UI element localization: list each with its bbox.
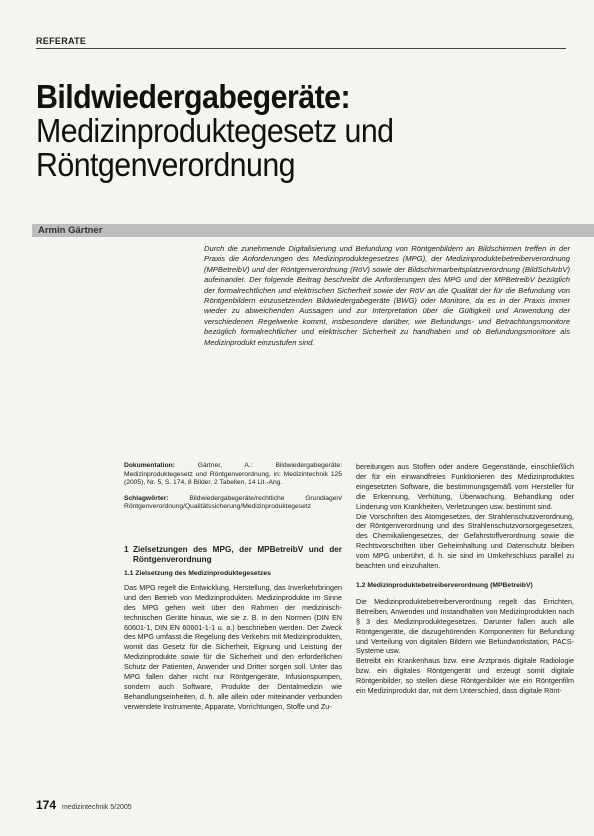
section-kicker: REFERATE [36,36,87,46]
keywords [124,495,342,512]
section-1-2-text: Die Medizinproduktebetreiberverordnung regelt das Errichten, Betreiben, Anwenden und Instandhalten von Medizinprodukten nach § 3 des Medizinproduktegesetzes. Darunter fallen auch alle Röntgengeräte, die dazugehörenden Komponenten für Befundung und Verteilung von digitalen Bildern wie Befundworkstation, PACS-Systeme usw. [356,596,574,656]
author-band [32,224,594,237]
kicker-rule [36,48,566,49]
article-title [36,80,576,182]
citation-label: Dokumentation: [124,462,175,469]
citation [124,462,342,488]
right-column [356,462,574,696]
page-footer [36,798,132,812]
citation-text: Gärtner, A.: Bildwiedergabegeräte: Medizinproduktegesetz und Röntgenverordnung, in: Medizintechnik 125 (2005), Nr. 5, S. 174, 8 Bilder, 2 Tabellen, 14 Lit.-Ang. [124,462,342,487]
right-paragraph-1: bereitungen aus Stoffen oder andere Gegenstände, einschließlich der für ein einwandfreies Funktionieren des Medizinproduktes eingesetzten Software, die bestimmungsgemäß vom Hersteller für die Erkennung, Verhütung, Überwachung, Behandlung oder Linderung von Krankheiten, Verletzungen usw. bestimmt sind. [356,462,574,511]
section-1-1-heading: 1.1 Zielsetzung des Medizinproduktegesetzes [124,569,271,577]
section-1-title: Zielsetzungen des MPG, der MPBetreibV und der Röntgenverordnung [133,544,342,564]
left-column [124,462,342,712]
section-1-number: 1 [124,544,129,554]
page-number: 174 [36,798,57,812]
section-1-heading [124,545,342,565]
keywords-label: Schlagwörter: [124,494,169,502]
section-1-1-text: Das MPG regelt die Entwicklung, Herstellung, das Inverkehrbringen und den Betrieb von Medizinprodukten. Medizinprodukte im Sinne des MPG gehen weit über den Rahmen der medizinisch-technischen Geräte hinaus, wie sie z. B. in den Normen (DIN EN 60601-1, DIN EN 60601-1-1 u. a.) beschrieben werden. Der Zweck des MPG umfasst die Regelung des Verkehrs mit Medizinprodukten, womit das Gesetz für die Sicherheit, Eignung und Leistung der Medizinprodukte sowie für die Sicherheit und den erforderlichen Schutz der Patienten, Anwender und Dritter sorgen soll. Unter das MPG fallen daher nicht nur Röntgengeräte, Infusionspumpen, sondern auch Software, Produkte der Dentalmedizin wie Behandlungseinheiten, d. h. alle allein oder miteinander verbunden verwendete Instrumente, Apparate, Vorrichtungen, Stoffe und Zu- [124,582,342,711]
section-1-2-heading: 1.2 Medizinproduktebetreiberverordnung (MPBetreibV) [356,581,533,589]
right-paragraph-3: Betreibt ein Krankenhaus bzw. eine Arztpraxis digitale Radiologie bzw. ein digitales Röntgengerät und erzeugt somit digitale Röntgenbilder, so stellen diese Röntgenbilder wie ein Röntgenfilm ein Medizinprodukt dar, mit dem Unterschied, dass digitale Rönt- [356,656,574,696]
journal-name: medizintechnik 5/2005 [61,804,132,811]
right-paragraph-2: Die Vorschriften des Atomgesetzes, der Strahlenschutzverordnung, der Röntgenverordnung und des Strahlenschutzvorsorgegesetzes, des Chemikaliengesetzes, der Gefahrstoffverordnung sowie die Rechtsvorschriften über Geheimhaltung und Datenschutz bleiben vom MPG unberührt, d. h. sie sind im Umkehrschluss parallel zu beachten und einzuhalten. [356,511,574,571]
title-line-1: Bildwiedergabegeräte: [36,78,351,115]
author-name: Armin Gärtner [38,225,103,236]
title-line-3: Röntgenverordnung [36,146,295,183]
keywords-text: Bildwiedergabegeräte/rechtliche Grundlagen/ Röntgenverordnung/Qualitätssicherung/Medizinproduktegesetz [124,494,342,511]
abstract: Durch die zunehmende Digitalisierung und Befundung von Röntgenbildern an Bildschirmen treffen in der Praxis die Anforderungen des Medizinproduktegesetzes (MPG), der Medizinproduktebetreiberverordnung (MPBetreibV) und der Röntgenverordnung (RöV) sowie der Bildschirmarbeitsplatzverordnung (BildSchArbV) aufeinander. Der folgende Beitrag beschreibt die Anforderungen des MPG und der MPBetreibV bezüglich der formalrechtlichen und elektrischen Sicherheit sowie der RöV an die Qualität der für die Befundung von Röntgenbildern einzusetzenden Bildwiedergabegeräte (BWG) oder Monitore, da es in der Praxis immer wieder zu abweichenden Aussagen und zur Interpretation über die Gültigkeit und Anwendung der verschiedenen Regelwerke kommt, insbesondere darüber, wie Befundungs- und Betrachtungsmonitore bezüglich formalrechtlicher und elektrischer Sicherheit zu handhaben und ob Befundungsmonitore als Medizinprodukt einzustufen sind. [204,244,570,347]
title-line-2: Medizinproduktegesetz und [36,112,394,149]
